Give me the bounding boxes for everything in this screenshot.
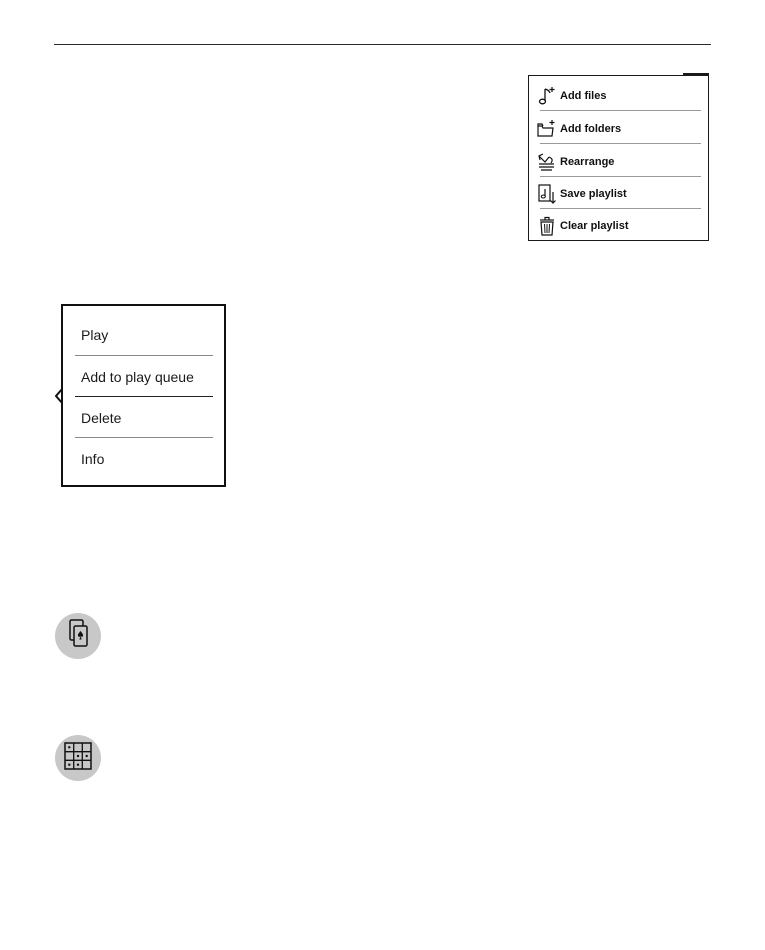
clear-playlist-label: Clear playlist	[560, 219, 629, 232]
menu-divider	[75, 396, 213, 397]
trash-icon	[536, 215, 558, 237]
music-note-plus-icon	[536, 85, 558, 107]
menu-divider	[540, 110, 701, 111]
save-playlist-label: Save playlist	[560, 187, 627, 200]
clear-playlist-menu-item[interactable]	[529, 209, 710, 242]
add-files-label: Add files	[560, 89, 607, 102]
info-menu-item[interactable]	[75, 439, 215, 479]
menu-corner-tab	[683, 73, 709, 76]
save-playlist-icon	[536, 183, 558, 205]
solitaire-cards-icon	[63, 618, 93, 655]
delete-label: Delete	[81, 410, 122, 426]
playlist-menu	[528, 75, 709, 241]
delete-menu-item[interactable]	[75, 398, 215, 438]
rearrange-icon	[536, 151, 558, 173]
folder-plus-icon	[536, 118, 558, 140]
save-playlist-menu-item[interactable]	[529, 177, 710, 210]
add-to-play-queue-label: Add to play queue	[81, 369, 194, 385]
add-to-play-queue-menu-item[interactable]	[75, 357, 215, 397]
menu-divider	[75, 437, 213, 438]
add-folders-menu-item[interactable]	[529, 112, 710, 145]
sudoku-grid-icon	[62, 740, 94, 777]
info-label: Info	[81, 451, 105, 467]
play-menu-item[interactable]	[75, 315, 215, 355]
menu-divider	[540, 143, 701, 144]
menu-divider	[75, 355, 213, 356]
page-header-rule	[54, 44, 711, 45]
sudoku-app-button[interactable]	[55, 735, 101, 781]
rearrange-menu-item[interactable]	[529, 145, 710, 178]
context-menu	[61, 304, 226, 487]
add-files-menu-item[interactable]	[529, 79, 710, 112]
add-folders-label: Add folders	[560, 122, 622, 135]
rearrange-label: Rearrange	[560, 155, 615, 168]
play-label: Play	[81, 327, 109, 343]
solitaire-app-button[interactable]	[55, 613, 101, 659]
